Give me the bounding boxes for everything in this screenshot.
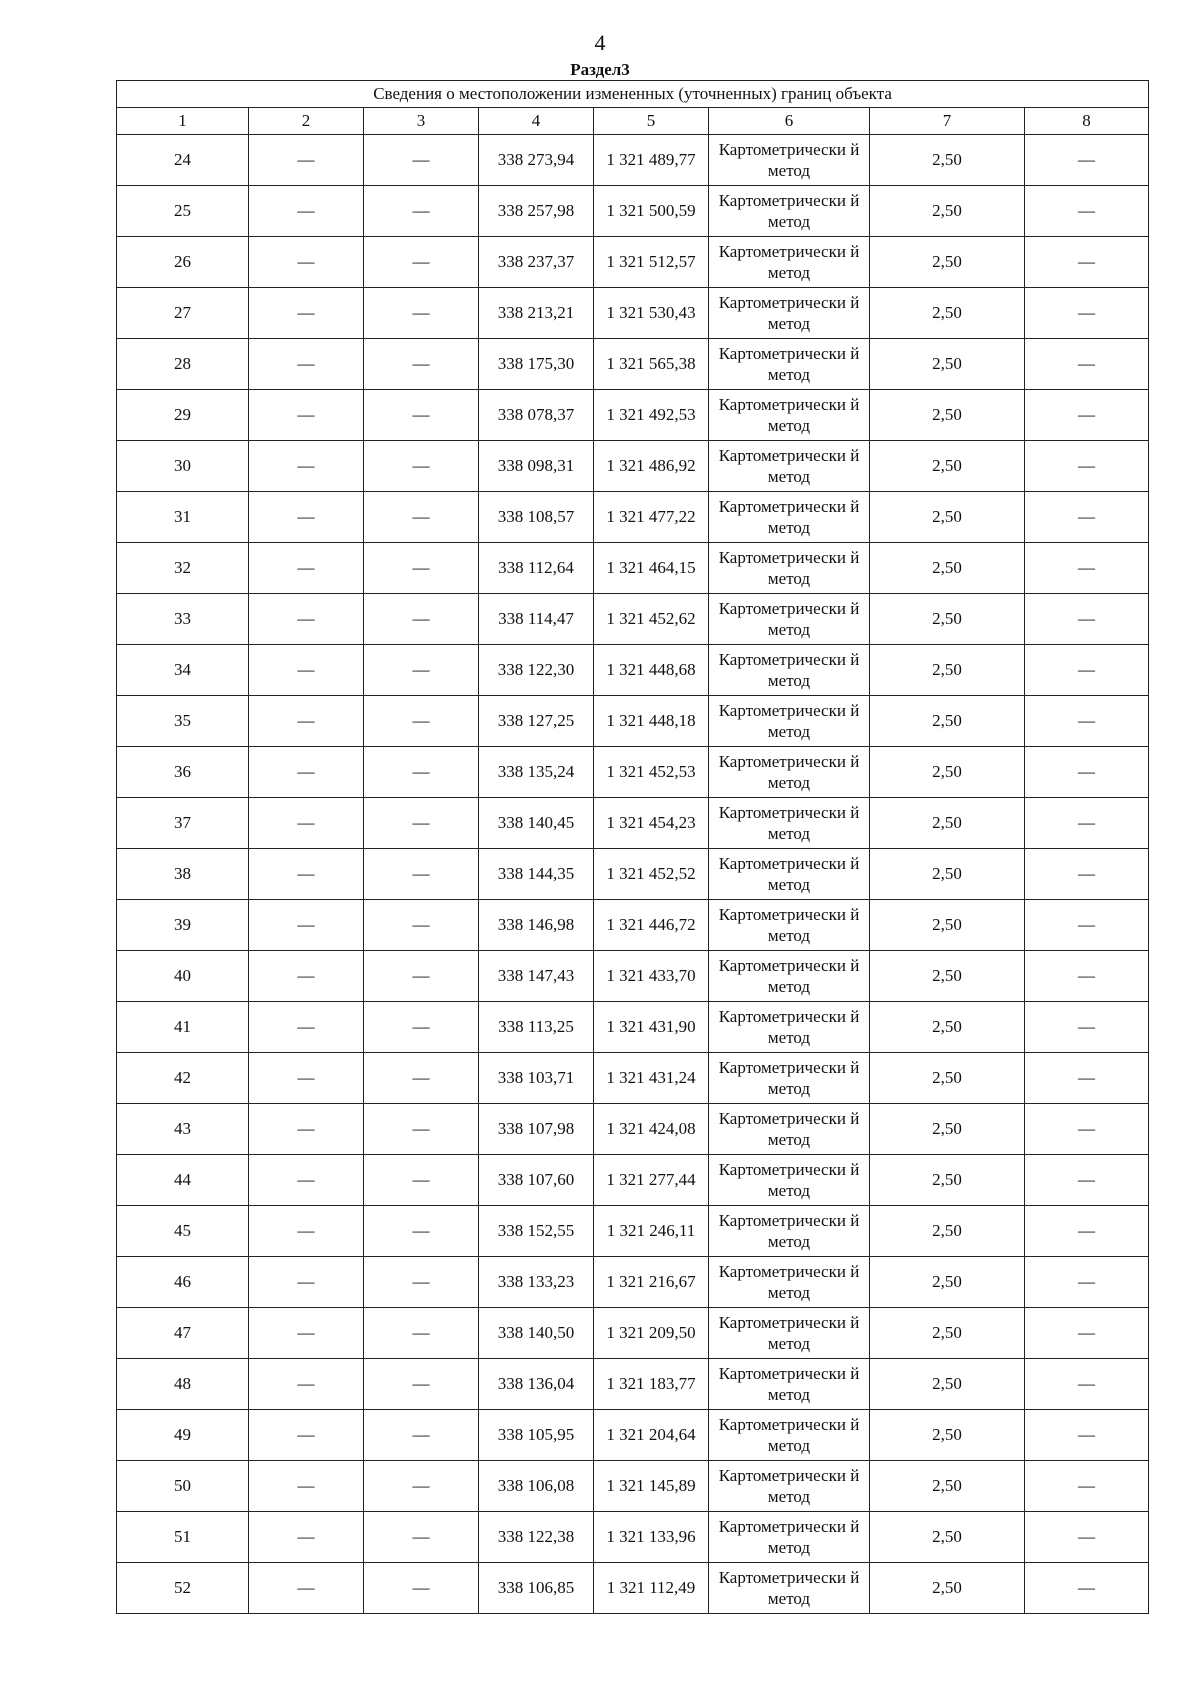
table-cell-col-2: — [249,1206,364,1257]
table-cell-col-4: 338 108,57 [479,492,594,543]
table-cell-col-2: — [249,747,364,798]
table-cell-col-3: — [364,951,479,1002]
table-row [117,798,1149,849]
table-cell-col-2: — [249,186,364,237]
table-caption-row [117,81,1149,108]
table-cell-col-7: 2,50 [870,1104,1025,1155]
column-header-6: 6 [709,108,870,135]
table-cell-col-4: 338 136,04 [479,1359,594,1410]
table-cell-col-4: 338 152,55 [479,1206,594,1257]
table-cell-col-2: — [249,135,364,186]
table-cell-col-8: — [1025,1461,1149,1512]
table-cell-col-5: 1 321 204,64 [594,1410,709,1461]
table-cell-col-6: Картометрически й метод [709,1410,870,1461]
table-cell-col-2: — [249,1002,364,1053]
table-cell-col-3: — [364,1359,479,1410]
table-cell-col-7: 2,50 [870,1053,1025,1104]
table-cell-col-6: Картометрически й метод [709,135,870,186]
table-cell-col-6: Картометрически й метод [709,1359,870,1410]
table-cell-col-1: 35 [117,696,249,747]
table-row [117,1002,1149,1053]
table-cell-col-6: Картометрически й метод [709,492,870,543]
table-cell-col-7: 2,50 [870,1155,1025,1206]
table-cell-col-1: 38 [117,849,249,900]
table-cell-col-6: Картометрически й метод [709,951,870,1002]
table-cell-col-7: 2,50 [870,1002,1025,1053]
table-cell-col-8: — [1025,1359,1149,1410]
table-cell-col-4: 338 078,37 [479,390,594,441]
table-cell-col-4: 338 147,43 [479,951,594,1002]
table-cell-col-1: 49 [117,1410,249,1461]
table-cell-col-1: 52 [117,1563,249,1614]
table-cell-col-7: 2,50 [870,1359,1025,1410]
table-cell-col-3: — [364,1512,479,1563]
table-cell-col-8: — [1025,1257,1149,1308]
table-cell-col-7: 2,50 [870,135,1025,186]
table-cell-col-3: — [364,1053,479,1104]
table-cell-col-3: — [364,1308,479,1359]
table-cell-col-5: 1 321 433,70 [594,951,709,1002]
table-cell-col-3: — [364,1206,479,1257]
table-cell-col-2: — [249,1104,364,1155]
table-cell-col-6: Картометрически й метод [709,1257,870,1308]
table-cell-col-5: 1 321 448,18 [594,696,709,747]
table-cell-col-6: Картометрически й метод [709,1053,870,1104]
table-cell-col-3: — [364,747,479,798]
table-cell-col-7: 2,50 [870,645,1025,696]
table-cell-col-6: Картометрически й метод [709,1155,870,1206]
table-cell-col-1: 45 [117,1206,249,1257]
table-cell-col-7: 2,50 [870,1563,1025,1614]
table-cell-col-2: — [249,645,364,696]
table-cell-col-6: Картометрически й метод [709,390,870,441]
table-cell-col-7: 2,50 [870,747,1025,798]
table-cell-col-6: Картометрически й метод [709,543,870,594]
table-cell-col-2: — [249,696,364,747]
table-cell-col-3: — [364,1410,479,1461]
table-cell-col-5: 1 321 452,62 [594,594,709,645]
table-cell-col-1: 41 [117,1002,249,1053]
table-cell-col-8: — [1025,1512,1149,1563]
table-cell-col-5: 1 321 133,96 [594,1512,709,1563]
table-row [117,1563,1149,1614]
table-cell-col-6: Картометрически й метод [709,594,870,645]
table-row [117,1155,1149,1206]
table-cell-col-4: 338 175,30 [479,339,594,390]
table-cell-col-5: 1 321 452,52 [594,849,709,900]
table-cell-col-6: Картометрически й метод [709,237,870,288]
table-cell-col-4: 338 106,85 [479,1563,594,1614]
table-cell-col-1: 34 [117,645,249,696]
table-cell-col-3: — [364,1104,479,1155]
table-cell-col-6: Картометрически й метод [709,849,870,900]
table-cell-col-5: 1 321 424,08 [594,1104,709,1155]
table-cell-col-8: — [1025,186,1149,237]
table-cell-col-1: 25 [117,186,249,237]
table-cell-col-1: 47 [117,1308,249,1359]
table-row [117,1410,1149,1461]
table-row [117,1461,1149,1512]
table-cell-col-3: — [364,1563,479,1614]
table-cell-col-2: — [249,1512,364,1563]
table-cell-col-8: — [1025,747,1149,798]
table-cell-col-5: 1 321 530,43 [594,288,709,339]
table-cell-col-8: — [1025,594,1149,645]
table-cell-col-1: 48 [117,1359,249,1410]
table-cell-col-6: Картометрически й метод [709,1563,870,1614]
column-header-3: 3 [364,108,479,135]
table-cell-col-2: — [249,390,364,441]
table-cell-col-2: — [249,543,364,594]
table-row [117,849,1149,900]
table-cell-col-5: 1 321 216,67 [594,1257,709,1308]
table-row [117,900,1149,951]
table-cell-col-2: — [249,1308,364,1359]
table-cell-col-7: 2,50 [870,900,1025,951]
table-cell-col-1: 51 [117,1512,249,1563]
table-cell-col-8: — [1025,849,1149,900]
table-cell-col-2: — [249,492,364,543]
table-cell-col-4: 338 107,60 [479,1155,594,1206]
table-cell-col-8: — [1025,135,1149,186]
table-cell-col-6: Картометрически й метод [709,1206,870,1257]
column-header-1: 1 [117,108,249,135]
table-cell-col-3: — [364,594,479,645]
table-cell-col-2: — [249,288,364,339]
table-cell-col-7: 2,50 [870,543,1025,594]
table-cell-col-5: 1 321 183,77 [594,1359,709,1410]
table-cell-col-8: — [1025,696,1149,747]
table-cell-col-5: 1 321 112,49 [594,1563,709,1614]
table-cell-col-2: — [249,1563,364,1614]
table-cell-col-1: 32 [117,543,249,594]
table-cell-col-7: 2,50 [870,1257,1025,1308]
table-row [117,951,1149,1002]
table-cell-col-8: — [1025,1104,1149,1155]
table-cell-col-4: 338 122,38 [479,1512,594,1563]
table-cell-col-1: 28 [117,339,249,390]
table-cell-col-4: 338 140,50 [479,1308,594,1359]
table-cell-col-1: 31 [117,492,249,543]
table-row [117,1257,1149,1308]
table-cell-col-2: — [249,237,364,288]
column-header-2: 2 [249,108,364,135]
table-caption: Сведения о местоположении измененных (уточненных) границ объекта [117,81,1149,108]
table-cell-col-4: 338 257,98 [479,186,594,237]
table-cell-col-1: 26 [117,237,249,288]
table-cell-col-4: 338 146,98 [479,900,594,951]
table-cell-col-1: 42 [117,1053,249,1104]
table-cell-col-1: 33 [117,594,249,645]
table-cell-col-2: — [249,1410,364,1461]
table-cell-col-5: 1 321 277,44 [594,1155,709,1206]
table-cell-col-5: 1 321 448,68 [594,645,709,696]
table-cell-col-5: 1 321 431,90 [594,1002,709,1053]
table-cell-col-4: 338 105,95 [479,1410,594,1461]
table-cell-col-8: — [1025,1410,1149,1461]
table-cell-col-1: 27 [117,288,249,339]
table-cell-col-1: 37 [117,798,249,849]
table-cell-col-7: 2,50 [870,594,1025,645]
table-cell-col-5: 1 321 500,59 [594,186,709,237]
table-cell-col-8: — [1025,543,1149,594]
table-cell-col-7: 2,50 [870,798,1025,849]
table-cell-col-2: — [249,1053,364,1104]
table-cell-col-7: 2,50 [870,492,1025,543]
table-cell-col-1: 43 [117,1104,249,1155]
table-cell-col-3: — [364,441,479,492]
table-cell-col-2: — [249,1359,364,1410]
table-row [117,1206,1149,1257]
column-header-8: 8 [1025,108,1149,135]
table-cell-col-5: 1 321 452,53 [594,747,709,798]
table-cell-col-4: 338 273,94 [479,135,594,186]
table-cell-col-7: 2,50 [870,1206,1025,1257]
table-cell-col-1: 46 [117,1257,249,1308]
table-cell-col-2: — [249,1155,364,1206]
table-cell-col-8: — [1025,951,1149,1002]
table-cell-col-3: — [364,492,479,543]
table-cell-col-6: Картометрически й метод [709,798,870,849]
table-cell-col-1: 50 [117,1461,249,1512]
table-row [117,135,1149,186]
table-row [117,288,1149,339]
section-title: Раздел3 [570,60,630,79]
table-cell-col-6: Картометрически й метод [709,1002,870,1053]
table-cell-col-4: 338 127,25 [479,696,594,747]
table-cell-col-1: 36 [117,747,249,798]
table-cell-col-6: Картометрически й метод [709,339,870,390]
table-row [117,1053,1149,1104]
table-cell-col-3: — [364,135,479,186]
page-number: 4 [594,30,606,55]
table-cell-col-2: — [249,900,364,951]
table-row [117,390,1149,441]
table-cell-col-6: Картометрически й метод [709,747,870,798]
table-cell-col-6: Картометрически й метод [709,645,870,696]
table-row [117,237,1149,288]
table-cell-col-7: 2,50 [870,951,1025,1002]
column-header-7: 7 [870,108,1025,135]
table-cell-col-5: 1 321 492,53 [594,390,709,441]
table-cell-col-3: — [364,696,479,747]
table-body [117,135,1149,1614]
table-cell-col-3: — [364,237,479,288]
table-cell-col-1: 29 [117,390,249,441]
table-cell-col-7: 2,50 [870,1512,1025,1563]
table-cell-col-4: 338 106,08 [479,1461,594,1512]
table-cell-col-8: — [1025,1002,1149,1053]
table-cell-col-7: 2,50 [870,441,1025,492]
table-cell-col-4: 338 098,31 [479,441,594,492]
table-cell-col-6: Картометрически й метод [709,1461,870,1512]
table-cell-col-4: 338 113,25 [479,1002,594,1053]
table-cell-col-8: — [1025,237,1149,288]
table-cell-col-3: — [364,849,479,900]
table-row [117,543,1149,594]
table-row [117,1308,1149,1359]
table-row [117,1359,1149,1410]
table-cell-col-8: — [1025,900,1149,951]
table-cell-col-8: — [1025,492,1149,543]
table-header-row [117,108,1149,135]
table-cell-col-4: 338 213,21 [479,288,594,339]
table-cell-col-6: Картометрически й метод [709,1104,870,1155]
table-cell-col-2: — [249,798,364,849]
table-cell-col-8: — [1025,390,1149,441]
table-cell-col-7: 2,50 [870,390,1025,441]
table-cell-col-1: 24 [117,135,249,186]
table-cell-col-6: Картометрически й метод [709,900,870,951]
table-cell-col-7: 2,50 [870,1410,1025,1461]
table-cell-col-4: 338 237,37 [479,237,594,288]
table-cell-col-4: 338 112,64 [479,543,594,594]
table-cell-col-5: 1 321 246,11 [594,1206,709,1257]
table-cell-col-7: 2,50 [870,186,1025,237]
table-cell-col-8: — [1025,1155,1149,1206]
table-cell-col-7: 2,50 [870,1308,1025,1359]
table-cell-col-8: — [1025,339,1149,390]
table-cell-col-4: 338 114,47 [479,594,594,645]
table-cell-col-5: 1 321 454,23 [594,798,709,849]
table-row [117,441,1149,492]
table-cell-col-3: — [364,1461,479,1512]
column-header-4: 4 [479,108,594,135]
table-cell-col-2: — [249,1461,364,1512]
table-cell-col-7: 2,50 [870,849,1025,900]
table-cell-col-8: — [1025,1563,1149,1614]
table-cell-col-3: — [364,1002,479,1053]
table-cell-col-6: Картометрически й метод [709,1308,870,1359]
table-row [117,645,1149,696]
table-cell-col-7: 2,50 [870,237,1025,288]
table-cell-col-6: Картометрически й метод [709,288,870,339]
table-cell-col-4: 338 135,24 [479,747,594,798]
table-cell-col-4: 338 133,23 [479,1257,594,1308]
table-cell-col-4: 338 103,71 [479,1053,594,1104]
table-cell-col-2: — [249,849,364,900]
table-cell-col-3: — [364,798,479,849]
table-row [117,1104,1149,1155]
table-cell-col-4: 338 107,98 [479,1104,594,1155]
table-cell-col-7: 2,50 [870,1461,1025,1512]
table-cell-col-7: 2,50 [870,696,1025,747]
table-cell-col-2: — [249,1257,364,1308]
table-cell-col-3: — [364,186,479,237]
table-row [117,696,1149,747]
table-cell-col-4: 338 144,35 [479,849,594,900]
table-cell-col-5: 1 321 464,15 [594,543,709,594]
coordinates-table [116,80,1149,1614]
table-cell-col-5: 1 321 477,22 [594,492,709,543]
table-cell-col-8: — [1025,645,1149,696]
table-cell-col-8: — [1025,441,1149,492]
table-cell-col-8: — [1025,1053,1149,1104]
table-cell-col-5: 1 321 486,92 [594,441,709,492]
table-cell-col-3: — [364,1155,479,1206]
table-row [117,492,1149,543]
table-cell-col-5: 1 321 446,72 [594,900,709,951]
table-cell-col-5: 1 321 565,38 [594,339,709,390]
table-cell-col-5: 1 321 489,77 [594,135,709,186]
table-cell-col-2: — [249,339,364,390]
table-cell-col-1: 39 [117,900,249,951]
table-cell-col-3: — [364,1257,479,1308]
table-cell-col-1: 30 [117,441,249,492]
table-cell-col-1: 44 [117,1155,249,1206]
table-cell-col-3: — [364,288,479,339]
table-cell-col-1: 40 [117,951,249,1002]
table-cell-col-6: Картометрически й метод [709,186,870,237]
table-cell-col-8: — [1025,798,1149,849]
table-cell-col-3: — [364,543,479,594]
table-cell-col-8: — [1025,1308,1149,1359]
table-row [117,339,1149,390]
table-cell-col-6: Картометрически й метод [709,1512,870,1563]
table-cell-col-6: Картометрически й метод [709,441,870,492]
table-row [117,747,1149,798]
table-cell-col-5: 1 321 512,57 [594,237,709,288]
table-cell-col-2: — [249,441,364,492]
table-cell-col-7: 2,50 [870,339,1025,390]
table-cell-col-5: 1 321 145,89 [594,1461,709,1512]
table-cell-col-4: 338 140,45 [479,798,594,849]
column-header-5: 5 [594,108,709,135]
table-cell-col-2: — [249,951,364,1002]
table-cell-col-3: — [364,390,479,441]
table-cell-col-5: 1 321 431,24 [594,1053,709,1104]
table-row [117,186,1149,237]
table-cell-col-8: — [1025,288,1149,339]
table-row [117,1512,1149,1563]
table-cell-col-3: — [364,339,479,390]
table-cell-col-3: — [364,900,479,951]
table-cell-col-4: 338 122,30 [479,645,594,696]
table-cell-col-2: — [249,594,364,645]
table-row [117,594,1149,645]
table-cell-col-7: 2,50 [870,288,1025,339]
table-cell-col-3: — [364,645,479,696]
table-cell-col-6: Картометрически й метод [709,696,870,747]
table-cell-col-5: 1 321 209,50 [594,1308,709,1359]
table-cell-col-8: — [1025,1206,1149,1257]
